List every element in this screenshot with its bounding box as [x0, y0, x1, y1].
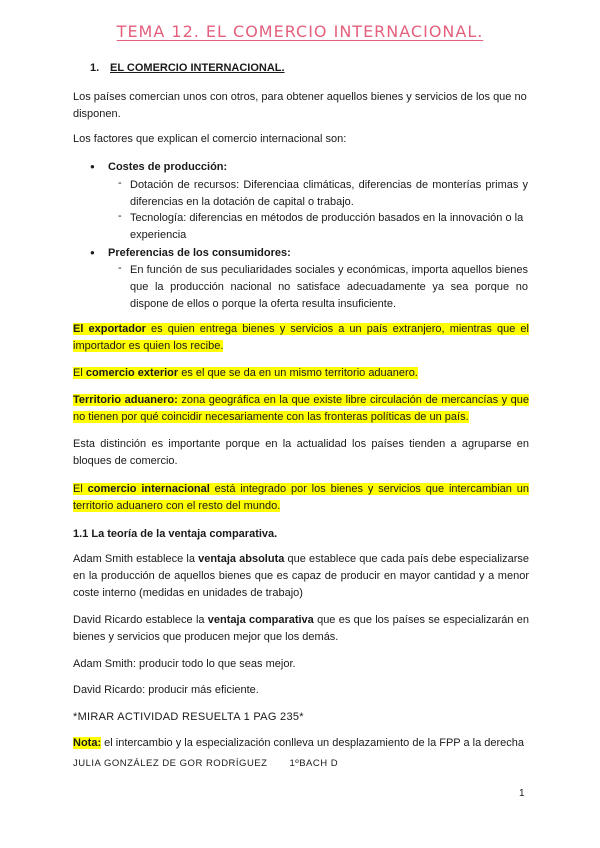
bullet-preferencias [90, 244, 291, 262]
ricardo-paragraph: David Ricardo establece la ventaja comparativa que es que los países se especializarán en bienes y servicios que producen mejor que los demás. [73, 614, 529, 643]
sub-tecnologia: Tecnología: diferencias en métodos de producción basados en la innovación o la experiencia [130, 212, 524, 241]
bullet-title: Costes de producción: [108, 161, 228, 173]
factors-intro: Los factores que explican el comercio internacional son: [73, 133, 347, 145]
distincion-paragraph: Esta distinción es importante porque en la actualidad los países tienden a agruparse en bloques de comercio. [73, 438, 529, 467]
bullet-icon: ● [90, 162, 95, 171]
footer-author: JULIA GONZÁLEZ DE GOR RODRÍGUEZ [73, 758, 268, 769]
footer-class: 1ºBACH D [289, 758, 339, 769]
def-exportador: El exportador es quien entrega bienes y servicios a un país extranjero, mientras que el importador es quien los recibe. [73, 323, 529, 352]
section-heading [90, 62, 285, 74]
def-territorio-aduanero: Territorio aduanero: zona geográfica en la que existe libre circulación de mercancías y que no tienen por qué coincidir necesariamente con las fronteras políticas de un país. [73, 394, 529, 423]
term-ventaja-absoluta: ventaja absoluta [198, 553, 285, 565]
page-footer [73, 758, 338, 769]
nota-paragraph: Nota: el intercambio y la especialización conlleva un desplazamiento de la FPP a la derecha [73, 737, 525, 749]
nota-label: Nota: [73, 737, 102, 749]
def-comercio-exterior: El comercio exterior es el que se da en un mismo territorio aduanero. [73, 367, 418, 379]
page-title: TEMA 12. EL COMERCIO INTERNACIONAL. [116, 22, 484, 41]
smith-summary: Adam Smith: producir todo lo que seas mejor. [73, 658, 296, 670]
activity-note: *MIRAR ACTIVIDAD RESUELTA 1 PAG 235* [73, 711, 304, 723]
smith-paragraph: Adam Smith establece la ventaja absoluta que establece que cada país debe especializarse en la producción de aquellos bienes que es capaz de producir en mayor cantidad y a menor coste interno (medidas en unidades de trabajo) [73, 553, 529, 599]
sub-funcion: En función de sus peculiaridades sociales y económicas, importa aquellos bienes que la producción nacional no satisface adecuadamente ya sea porque no dispone de ellos o porque la oferta resulta insuficiente. [130, 264, 528, 310]
ricardo-summary: David Ricardo: producir más eficiente. [73, 684, 259, 696]
intro-paragraph: Los países comercian unos con otros, para obtener aquellos bienes y servicios de los que no disponen. [73, 91, 527, 120]
term-exportador: El exportador [73, 323, 146, 335]
term-ventaja-comparativa: ventaja comparativa [207, 614, 314, 626]
bullet-title: Preferencias de los consumidores: [108, 247, 291, 259]
page-number: 1 [519, 788, 525, 799]
section-title: EL COMERCIO INTERNACIONAL. [110, 62, 285, 74]
dash-icon: - [118, 262, 122, 274]
term-comercio-internacional: comercio internacional [87, 483, 210, 495]
subsection-heading: 1.1 La teoría de la ventaja comparativa. [73, 528, 278, 540]
bullet-icon: ● [90, 248, 95, 257]
def-comercio-internacional: El comercio internacional está integrado por los bienes y servicios que intercambian un territorio aduanero con el resto del mundo. [73, 483, 529, 512]
sub-dotacion: Dotación de recursos: Diferenciaa climáticas, diferencias de monterías primas y diferencias en la dotación de capital o trabajo. [130, 179, 528, 208]
dash-icon: - [118, 177, 122, 189]
term-comercio-exterior: comercio exterior [85, 367, 179, 379]
dash-icon: - [118, 210, 122, 222]
bullet-costes [90, 158, 227, 176]
section-number: 1. [90, 62, 100, 74]
term-territorio: Territorio aduanero: [73, 394, 178, 406]
